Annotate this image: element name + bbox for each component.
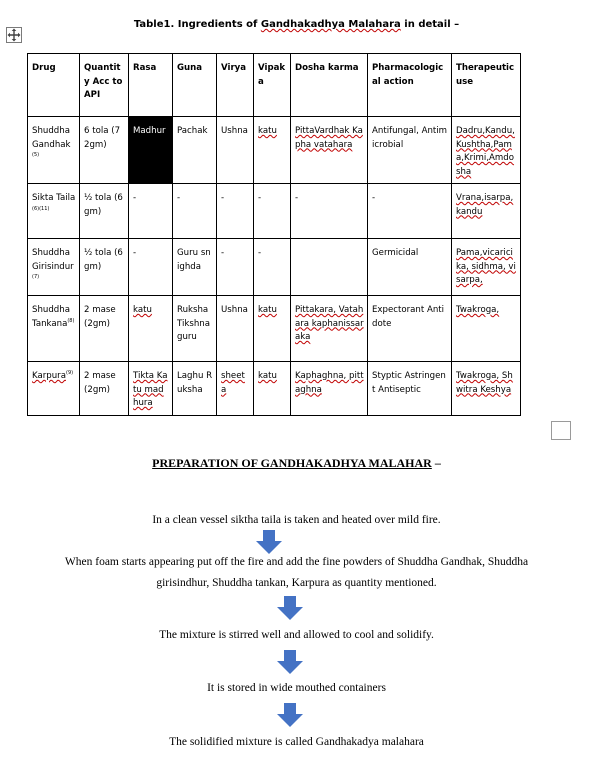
section-heading: PREPARATION OF GANDHAKADHYA MALAHAR –	[152, 456, 441, 470]
preparation-step: In a clean vessel siktha taila is taken and heated over mild fire.	[152, 514, 441, 526]
therapeutic-cell: Dadru,Kandu, Kushtha,Pama,Krimi,Amdosha	[452, 117, 521, 184]
pharmacological-cell: -	[368, 184, 452, 239]
preparation-step: The solidified mixture is called Gandhakadya malahara	[169, 736, 424, 748]
ingredients-table	[27, 53, 521, 416]
pharmacological-cell: Expectorant Antidote	[368, 296, 452, 362]
column-header: Dosha karma	[291, 54, 368, 117]
drug-cell: Sikta Taila$^{(6)(11)}$	[28, 184, 80, 239]
vipaka-cell: katu	[254, 362, 291, 416]
drug-cell: Karpura$^{(9)}$	[28, 362, 80, 416]
dosha-karma-cell	[291, 239, 368, 296]
vipaka-cell: katu	[254, 296, 291, 362]
drug-cell: Shuddha Girisindur$^{(7)}$	[28, 239, 80, 296]
vipaka-cell: katu	[254, 117, 291, 184]
down-arrow-icon	[277, 650, 303, 674]
virya-cell: Ushna	[217, 117, 254, 184]
rasa-cell: -	[129, 239, 173, 296]
guna-cell: -	[173, 184, 217, 239]
dosha-karma-cell: Pittakara, Vatahara kaphanissaraka	[291, 296, 368, 362]
therapeutic-cell: Vrana,isarpa,kandu	[452, 184, 521, 239]
rasa-cell: katu	[129, 296, 173, 362]
column-header: Rasa	[129, 54, 173, 117]
preparation-step: It is stored in wide mouthed containers	[207, 682, 386, 694]
pharmacological-cell: Germicidal	[368, 239, 452, 296]
column-header: Guna	[173, 54, 217, 117]
therapeutic-cell: Twakroga, Shwitra Keshya	[452, 362, 521, 416]
table-row	[28, 184, 521, 239]
table-title: Table1. Ingredients of Gandhakadhya Malahara in detail –	[133, 19, 460, 30]
preparation-step: The mixture is stirred well and allowed to cool and solidify.	[159, 629, 434, 641]
column-header: Quantity Acc to API	[80, 54, 129, 117]
drug-cell: Shuddha Tankana$^{(8)}$	[28, 296, 80, 362]
column-header: Virya	[217, 54, 254, 117]
table-header-row	[28, 54, 521, 117]
rasa-cell: Madhur	[129, 117, 173, 184]
pharmacological-cell: Antifungal, Antimicrobial	[368, 117, 452, 184]
guna-cell: Pachak	[173, 117, 217, 184]
guna-cell: Laghu Ruksha	[173, 362, 217, 416]
quantity-cell: ½ tola (6gm)	[80, 184, 129, 239]
down-arrow-icon	[277, 703, 303, 727]
column-header: Drug	[28, 54, 80, 117]
dosha-karma-cell: -	[291, 184, 368, 239]
dosha-karma-cell: PittaVardhak Kapha vatahara	[291, 117, 368, 184]
vipaka-cell: -	[254, 184, 291, 239]
quantity-cell: 2 mase (2gm)	[80, 296, 129, 362]
column-header: Therapeutic use	[452, 54, 521, 117]
virya-cell: -	[217, 239, 254, 296]
preparation-step: When foam starts appearing put off the fire and add the fine powders of Shuddha Gandhak, Shuddha girisindhur, Shuddha tankan, Karpura as quantity mentioned.	[64, 556, 529, 589]
move-arrows-icon	[7, 28, 21, 42]
rasa-cell: -	[129, 184, 173, 239]
rasa-cell: Tikta Katu madhura	[129, 362, 173, 416]
down-arrow-icon	[256, 530, 282, 554]
dosha-karma-cell: Kaphaghna, pittaghna	[291, 362, 368, 416]
quantity-cell: ½ tola (6gm)	[80, 239, 129, 296]
table-resize-handle[interactable]	[551, 421, 571, 440]
therapeutic-cell: Twakroga,	[452, 296, 521, 362]
column-header: Vipaka	[254, 54, 291, 117]
drug-cell: Shuddha Gandhak$^{(5)}$	[28, 117, 80, 184]
table-row	[28, 296, 521, 362]
therapeutic-cell: Pama,vicaricika, sidhma, visarpa,	[452, 239, 521, 296]
table-row	[28, 362, 521, 416]
column-header: Pharmacological action	[368, 54, 452, 117]
guna-cell: Guru snighda	[173, 239, 217, 296]
virya-cell: sheeta	[217, 362, 254, 416]
vipaka-cell: -	[254, 239, 291, 296]
down-arrow-icon	[277, 596, 303, 620]
virya-cell: Ushna	[217, 296, 254, 362]
quantity-cell: 6 tola (72gm)	[80, 117, 129, 184]
quantity-cell: 2 mase (2gm)	[80, 362, 129, 416]
pharmacological-cell: Styptic Astringent Antiseptic	[368, 362, 452, 416]
table-row	[28, 117, 521, 184]
table-row	[28, 239, 521, 296]
guna-cell: Ruksha Tikshna guru	[173, 296, 217, 362]
virya-cell: -	[217, 184, 254, 239]
